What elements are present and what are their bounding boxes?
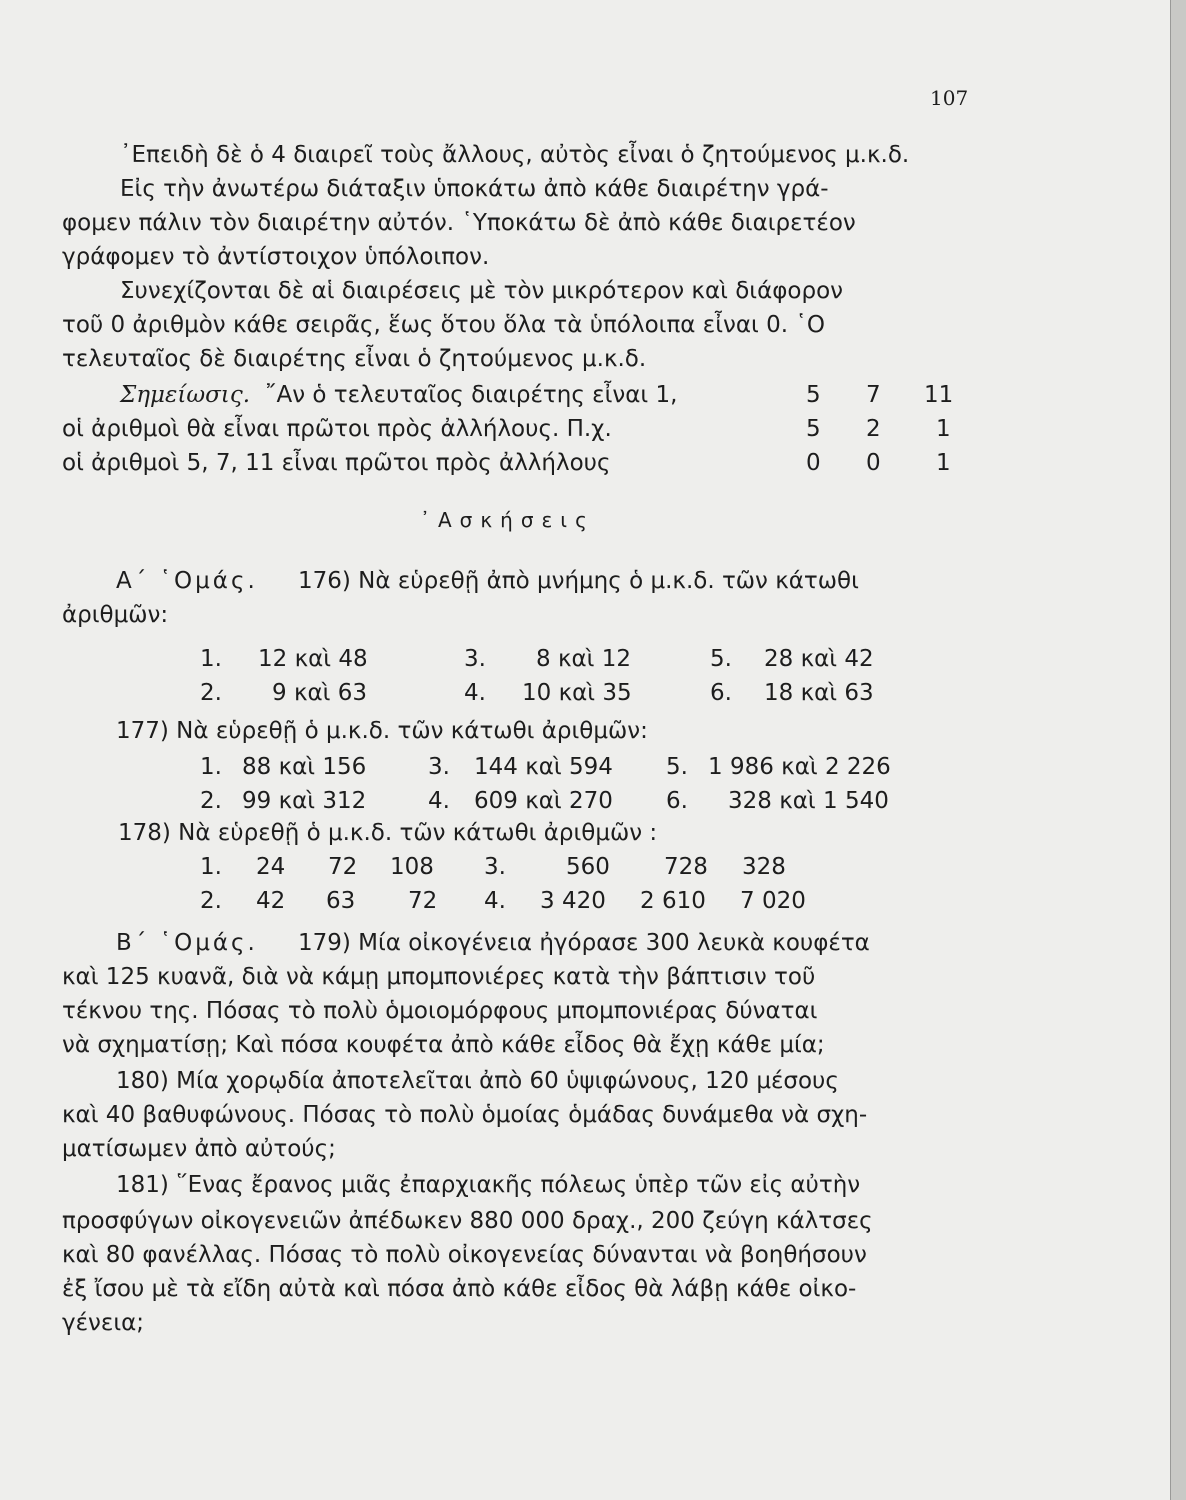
ex179-line-3: τέκνου της. Πόσας τὸ πολὺ ὁμοιομόρφους μπομπονιέρας δύναται xyxy=(62,998,818,1024)
ex176-item: 3. xyxy=(464,646,486,672)
ex176-item: 4. xyxy=(464,680,486,706)
ex177-item: 88 καὶ 156 xyxy=(242,754,367,780)
ex176-text-2: ἀριθμῶν: xyxy=(62,602,169,628)
ex178-item: 328 xyxy=(742,854,786,880)
note-table-cell: 1 xyxy=(936,450,951,476)
note-table-cell: 0 xyxy=(866,450,881,476)
ex178-item: 728 xyxy=(664,854,708,880)
group-a-label: Α΄ ῾Ομάς. xyxy=(116,568,258,594)
ex178-item: 3. xyxy=(484,854,506,880)
ex178-item: 1. xyxy=(200,854,222,880)
ex177-item: 609 καὶ 270 xyxy=(474,788,613,814)
ex178-item: 2. xyxy=(200,888,222,914)
ex176-text: 176) Νὰ εὑρεθῇ ἀπὸ μνήμης ὁ μ.κ.δ. τῶν κάτωθι xyxy=(298,568,859,594)
para2-line-2: τοῦ 0 ἀριθμὸν κάθε σειρᾶς, ἕως ὅτου ὅλα τὰ ὑπόλοιπα εἶναι 0. ῾Ο xyxy=(62,312,825,338)
ex181-line-1: 181) ῞Ενας ἔρανος μιᾶς ἐπαρχιακῆς πόλεως ὑπὲρ τῶν εἰς αὐτὴν xyxy=(116,1172,861,1198)
para1-line-4: γράφομεν τὸ ἀντίστοιχον ὑπόλοιπον. xyxy=(62,244,490,270)
note-table-cell: 7 xyxy=(866,382,881,408)
ex176-item: 28 καὶ 42 xyxy=(764,646,874,672)
ex178-item: 72 xyxy=(328,854,358,880)
ex178-item: 560 xyxy=(566,854,610,880)
ex177-item: 99 καὶ 312 xyxy=(242,788,367,814)
ex178-item: 7 020 xyxy=(740,888,806,914)
note-line-2: οἱ ἀριθμοὶ θὰ εἶναι πρῶτοι πρὸς ἀλλήλους. Π.χ. xyxy=(62,416,612,442)
ex177-item: 2. xyxy=(200,788,222,814)
ex177-item: 1 986 καὶ 2 226 xyxy=(708,754,891,780)
ex176-item: 5. xyxy=(710,646,732,672)
ex180-line-1: 180) Μία χορῳδία ἀποτελεῖται ἀπὸ 60 ὑψιφώνους, 120 μέσους xyxy=(116,1068,839,1094)
para1-line-1: ᾿Επειδὴ δὲ ὁ 4 διαιρεῖ τοὺς ἄλλους, αὐτὸς εἶναι ὁ ζητούμενος μ.κ.δ. xyxy=(120,142,910,168)
ex177-item: 5. xyxy=(666,754,688,780)
para2-line-3: τελευταῖος δὲ διαιρέτης εἶναι ὁ ζητούμενος μ.κ.δ. xyxy=(62,346,647,372)
ex178-item: 2 610 xyxy=(640,888,706,914)
note-table-cell: 2 xyxy=(866,416,881,442)
note-label: Σημείωσις. xyxy=(120,382,251,408)
ex181-line-4: ἐξ ἴσου μὲ τὰ εἴδη αὐτὰ καὶ πόσα ἀπὸ κάθε εἶδος θὰ λάβῃ κάθε οἰκο- xyxy=(62,1276,857,1302)
ex176-item: 10 καὶ 35 xyxy=(522,680,632,706)
ex176-item: 1. xyxy=(200,646,222,672)
ex179-line-2: καὶ 125 κυανᾶ, διὰ νὰ κάμῃ μπομπονιέρες κατὰ τὴν βάπτισιν τοῦ xyxy=(62,964,816,990)
note-table-cell: 0 xyxy=(806,450,821,476)
ex178-item: 24 xyxy=(256,854,286,880)
ex176-item: 8 καὶ 12 xyxy=(536,646,632,672)
ex177-item: 328 καὶ 1 540 xyxy=(728,788,889,814)
ex176-item: 2. xyxy=(200,680,222,706)
para1-line-2: Εἰς τὴν ἀνωτέρω διάταξιν ὑποκάτω ἀπὸ κάθε διαιρέτην γρά- xyxy=(120,176,829,202)
ex177-item: 144 καὶ 594 xyxy=(474,754,613,780)
ex181-line-3: καὶ 80 φανέλλας. Πόσας τὸ πολὺ οἰκογενείας δύνανται νὰ βοηθήσουν xyxy=(62,1242,867,1268)
note-line-1: ῎Αν ὁ τελευταῖος διαιρέτης εἶναι 1, xyxy=(265,382,678,408)
ex178-item: 42 xyxy=(256,888,286,914)
ex176-item: 6. xyxy=(710,680,732,706)
ex177-item: 3. xyxy=(428,754,450,780)
ex177-item: 1. xyxy=(200,754,222,780)
ex180-line-2: καὶ 40 βαθυφώνους. Πόσας τὸ πολὺ ὁμοίας ὁμάδας δυνάμεθα νὰ σχη- xyxy=(62,1102,868,1128)
note-table-cell: 1 xyxy=(936,416,951,442)
page-number: 107 xyxy=(930,86,969,110)
note-table-cell: 11 xyxy=(924,382,954,408)
ex178-item: 3 420 xyxy=(540,888,606,914)
note-table-cell: 5 xyxy=(806,416,821,442)
ex180-line-3: ματίσωμεν ἀπὸ αὐτούς; xyxy=(62,1136,336,1162)
ex177-item: 6. xyxy=(666,788,688,814)
ex177-text: 177) Νὰ εὑρεθῇ ὁ μ.κ.δ. τῶν κάτωθι ἀριθμῶν: xyxy=(116,718,648,744)
ex178-item: 4. xyxy=(484,888,506,914)
ex178-item: 72 xyxy=(408,888,438,914)
page-edge xyxy=(1170,0,1186,1500)
group-b-label: Β΄ ῾Ομάς. xyxy=(116,930,258,956)
note-line-3: οἱ ἀριθμοὶ 5, 7, 11 εἶναι πρῶτοι πρὸς ἀλλήλους xyxy=(62,450,611,476)
ex181-line-2: προσφύγων οἰκογενειῶν ἀπέδωκεν 880 000 δραχ., 200 ζεύγη κάλτσες xyxy=(62,1208,873,1234)
ex179-line-1: 179) Μία οἰκογένεια ἠγόρασε 300 λευκὰ κουφέτα xyxy=(298,930,870,956)
ex181-line-5: γένεια; xyxy=(62,1310,145,1336)
ex176-item: 12 καὶ 48 xyxy=(258,646,368,672)
ex178-item: 63 xyxy=(326,888,356,914)
ex176-item: 18 καὶ 63 xyxy=(764,680,874,706)
note-table-cell: 5 xyxy=(806,382,821,408)
ex178-text: 178) Νὰ εὑρεθῇ ὁ μ.κ.δ. τῶν κάτωθι ἀριθμῶν : xyxy=(118,820,658,846)
para2-line-1: Συνεχίζονται δὲ αἱ διαιρέσεις μὲ τὸν μικρότερον καὶ διάφορον xyxy=(120,278,844,304)
ex179-line-4: νὰ σχηματίσῃ; Καὶ πόσα κουφέτα ἀπὸ κάθε εἶδος θὰ ἔχῃ κάθε μία; xyxy=(62,1032,825,1058)
ex178-item: 108 xyxy=(390,854,434,880)
ex177-item: 4. xyxy=(428,788,450,814)
exercises-heading: ᾿Ασκήσεις xyxy=(420,508,595,532)
ex176-item: 9 καὶ 63 xyxy=(272,680,368,706)
para1-line-3: φομεν πάλιν τὸν διαιρέτην αὐτόν. ῾Υποκάτω δὲ ἀπὸ κάθε διαιρετέον xyxy=(62,210,856,236)
